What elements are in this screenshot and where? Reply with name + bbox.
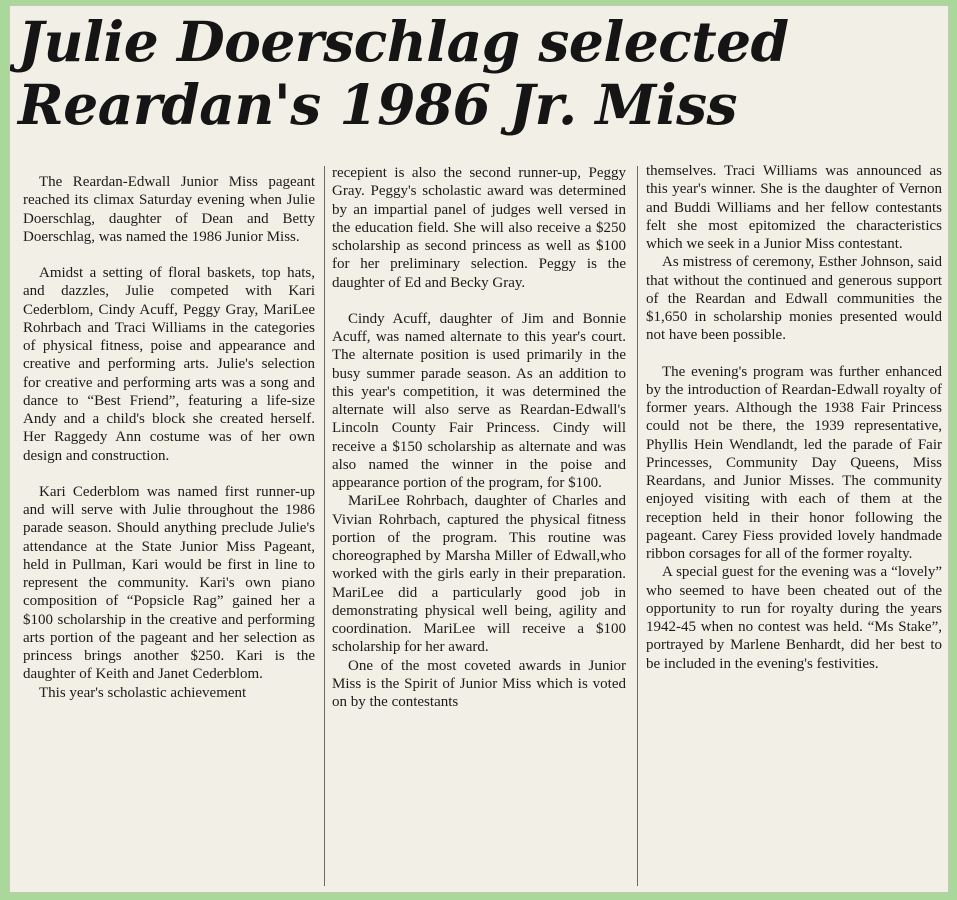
paragraph: MariLee Rohrbach, daughter of Charles and Vivian Rohrbach, captured the physical fitness portion of the program. This routine was choreographed by Marsha Miller of Edwall,who worked with the girls early in their preparation. MariLee did a particularly good job in demonstrating physical well being, agility and coordination. MariLee will receive a $100 scholarship for her award. bbox=[332, 493, 626, 656]
column-2 bbox=[332, 164, 626, 711]
paragraph: This year's scholastic achievement bbox=[39, 684, 247, 701]
paragraph: The evening's program was further enhanced by the introduction of Reardan-Edwall royalty of former years. Although the 1938 Fair Princess could not be there, the 1939 representative, Phyllis Hein Wendlandt, led the parade of Fair Princesses, Community Day Queens, Miss Reardans, and Junior Misses. The community enjoyed visiting with each of them at the reception held in their honor following the pageant. Carey Fiess provided lovely handmade ribbon corsages for all of the former royalty. bbox=[646, 363, 942, 562]
paragraph: Amidst a setting of floral baskets, top hats, and dazzles, Julie competed with Kari Cederblom, Cindy Acuff, Peggy Gray, MariLee Rohrbach and Traci Williams in the categories of physical fitness, poise and appearance and creative and performing arts. Julie's selection for creative and performing arts was a song and dance to “Best Friend”, featuring a life-size Andy and a child's block she created herself. Her Raggedy Ann costume was of her own design and construction. bbox=[23, 265, 315, 464]
paragraph: recepient is also the second runner-up, Peggy Gray. Peggy's scholastic award was determined by an impartial panel of judges well versed in the education field. She will also receive a $250 scholarship as second princess as well as $100 for her preliminary selection. Peggy is the daughter of Ed and Becky Gray. bbox=[332, 165, 626, 291]
paragraph: themselves. Traci Williams was announced as this year's winner. She is the daughter of Vernon and Buddi Williams and her fellow contestants felt she most epitomized the characteristics which we seek in a Junior Miss contestant. bbox=[646, 163, 942, 252]
column-1 bbox=[23, 173, 315, 702]
headline-line-2: Reardan's 1986 Jr. Miss bbox=[18, 72, 738, 137]
column-3 bbox=[646, 162, 942, 673]
headline bbox=[18, 10, 938, 136]
headline-line-1: Julie Doerschlag selected bbox=[18, 9, 789, 74]
paragraph: Cindy Acuff, daughter of Jim and Bonnie Acuff, was named alternate to this year's court. The alternate position is used primarily in the busy summer parade season. As an addition to this year's competition, it was determined the alternate will also serve as Reardan-Edwall's Lincoln County Fair Princess. Cindy will receive a $150 scholarship as alternate and was also named the winner in the poise and appearance portion of the program, for $100. bbox=[332, 310, 626, 491]
paragraph: The Reardan-Edwall Junior Miss pageant reached its climax Saturday evening when Julie Doerschlag, daughter of Dean and Betty Doerschlag, was named the 1986 Junior Miss. bbox=[23, 174, 315, 245]
newspaper-clipping bbox=[10, 6, 948, 892]
paragraph: One of the most coveted awards in Junior Miss is the Spirit of Junior Miss which is voted on by the contestants bbox=[332, 657, 626, 710]
paragraph: As mistress of ceremony, Esther Johnson, said that without the continued and generous support of the Reardan and Edwall communities the $1,650 in scholarship monies presented would not have been possible. bbox=[646, 254, 942, 344]
column-divider bbox=[324, 166, 325, 886]
column-divider bbox=[637, 166, 638, 886]
paragraph: A special guest for the evening was a “lovely” who seemed to have been cheated out of the opportunity to run for royalty during the years 1942-45 when no contest was held. “Ms Stake”, portrayed by Marlene Benhardt, did her best to be included in the evening's festivities. bbox=[646, 564, 942, 672]
paragraph: Kari Cederblom was named first runner-up and will serve with Julie throughout the 1986 parade season. Should anything preclude Julie's attendance at the State Junior Miss Pageant, held in Pullman, Kari would be first in line to represent the community. Kari's own piano composition of “Popsicle Rag” gained her a $100 scholarship in the creative and performing arts portion of the pageant and her selection as princess brings another $250. Kari is the daughter of Keith and Janet Cederblom. bbox=[23, 483, 315, 683]
